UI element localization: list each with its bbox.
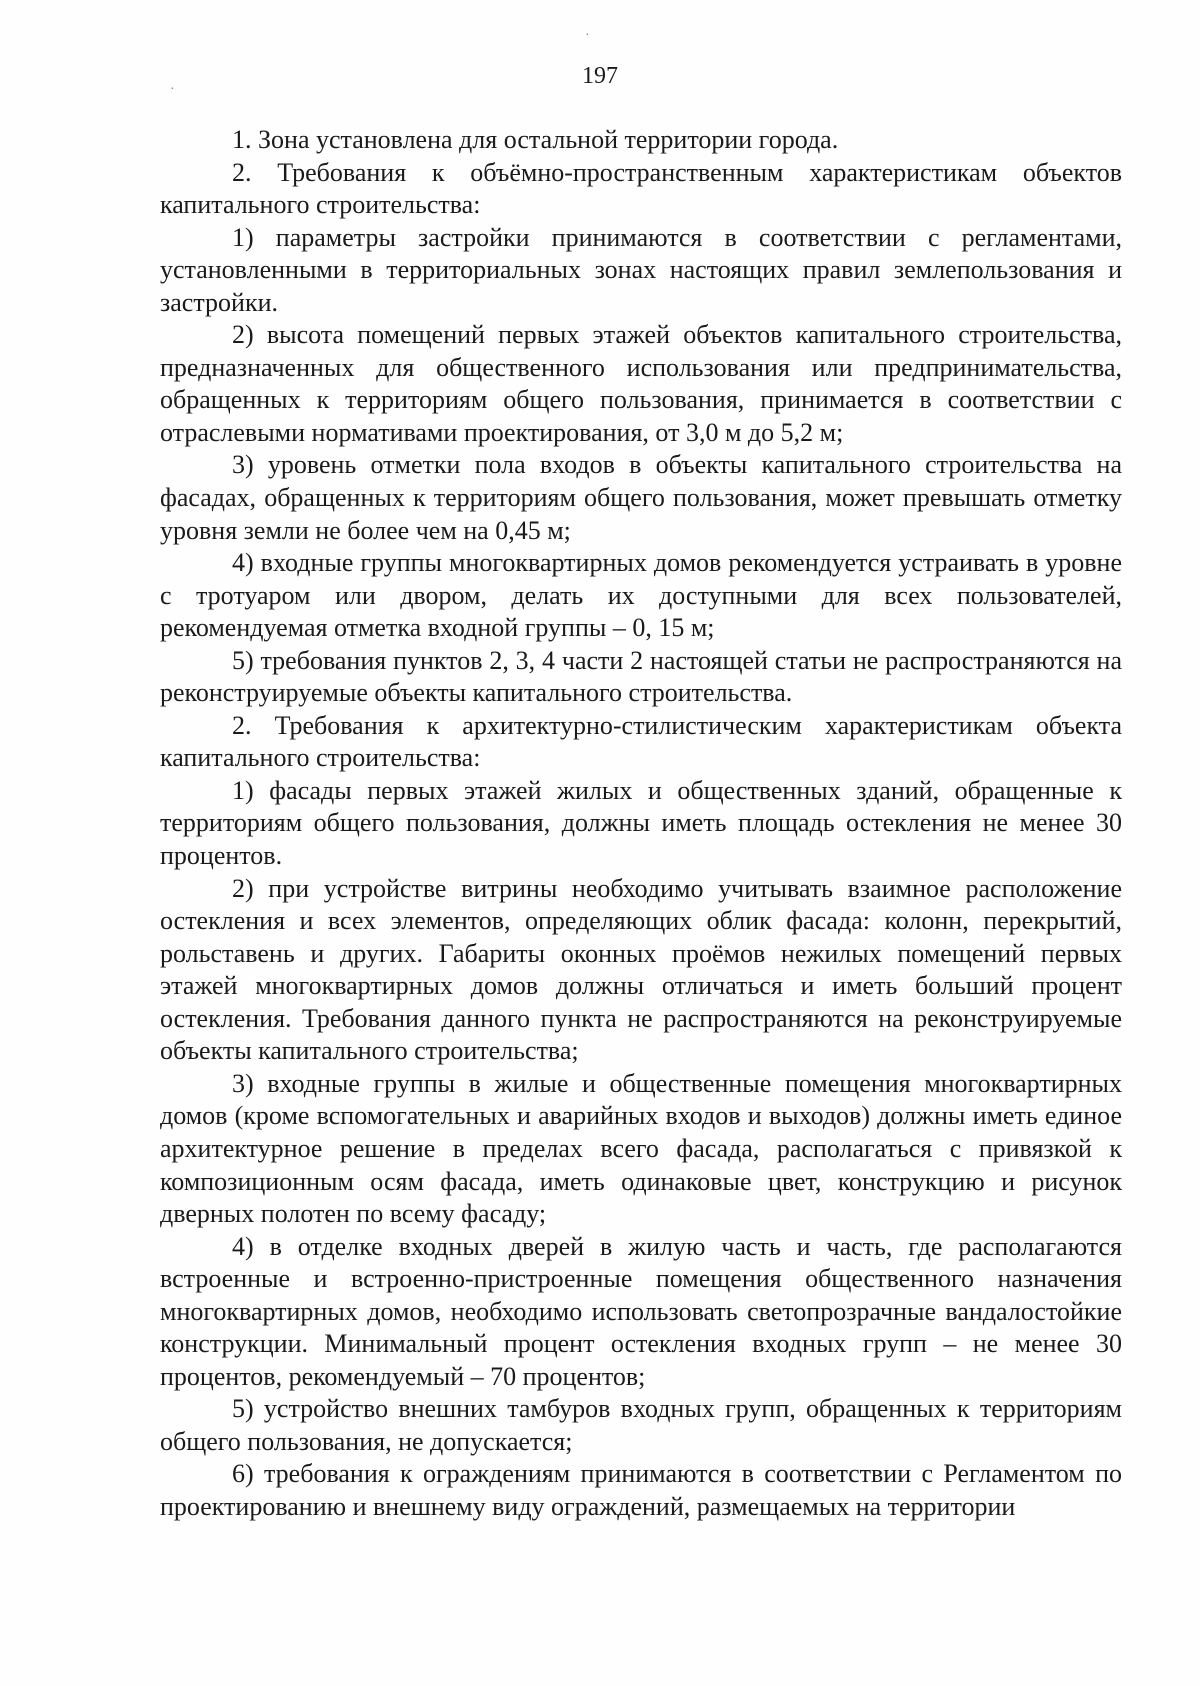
paragraph: 2) высота помещений первых этажей объектов капитального строительства, предназначенных для общественного использования или предпринимательства, обращенных к территориям общего пользования, принимается в соответствии с отраслевыми нормативами проектирования, от 3,0 м до 5,2 м;: [160, 320, 1122, 447]
paragraph: 5) устройство внешних тамбуров входных групп, обращенных к территориям общего пользования, не допускается;: [160, 1394, 1122, 1456]
paragraph: 2. Требования к архитектурно-стилистическим характеристикам объекта капитального строительства:: [160, 710, 1122, 773]
scan-speck: ·: [585, 28, 590, 43]
paragraph: 5) требования пунктов 2, 3, 4 части 2 настоящей статьи не распространяются на реконструируемые объекты капитального строительства.: [160, 645, 1122, 708]
paragraph: 1) параметры застройки принимаются в соответствии с регламентами, установленными в территориальных зонах настоящих правил землепользования и застройки.: [160, 222, 1122, 317]
paragraph: 4) входные группы многоквартирных домов рекомендуется устраивать в уровне с тротуаром или двором, делать их доступными для всех пользователей, рекомендуемая отметка входной группы – 0, 15 м;: [160, 548, 1122, 643]
paragraph: 3) входные группы в жилые и общественные помещения многоквартирных домов (кроме вспомогательных и аварийных входов и выходов) должны иметь единое архитектурное решение в пределах всего фасада, располагаться с привязкой к композиционным осям фасада, иметь одинаковые цвет, конструкцию и рисунок дверных полотен по всему фасаду;: [160, 1068, 1122, 1229]
paragraph: 1) фасады первых этажей жилых и общественных зданий, обращенные к территориям общего пользования, должны иметь площадь остекления не менее 30 процентов.: [160, 775, 1122, 871]
document-body: [160, 124, 1122, 1524]
paragraph: 4) в отделке входных дверей в жилую часть и часть, где располагаются встроенные и встроенно-пристроенные помещения общественного назначения многоквартирных домов, необходимо использовать светопрозрачные вандалостойкие конструкции. Минимальный процент остекления входных групп – не менее 30 процентов, рекомендуемый – 70 процентов;: [160, 1231, 1122, 1391]
paragraph: 1. Зона установлена для остальной территории города.: [232, 125, 839, 154]
page-number: 197: [582, 63, 618, 89]
paragraph: 6) требования к ограждениям принимаются в соответствии с Регламентом по проектированию и внешнему виду ограждений, размещаемых на территории: [160, 1459, 1122, 1521]
paragraph: 2) при устройстве витрины необходимо учитывать взаимное расположение остекления и всех элементов, определяющих облик фасада: колонн, перекрытий, рольставень и других. Габариты оконных проёмов нежилых помещений первых этажей многоквартирных домов должны отличаться и иметь больший процент остекления. Требования данного пункта не распространяются на реконструируемые объекты капитального строительства;: [160, 873, 1122, 1066]
scan-speck: ·: [170, 82, 175, 97]
paragraph: 2. Требования к объёмно-пространственным характеристикам объектов капитального строительства:: [160, 157, 1122, 220]
paragraph: 3) уровень отметки пола входов в объекты капитального строительства на фасадах, обращенных к территориям общего пользования, может превышать отметку уровня земли не более чем на 0,45 м;: [160, 450, 1122, 545]
